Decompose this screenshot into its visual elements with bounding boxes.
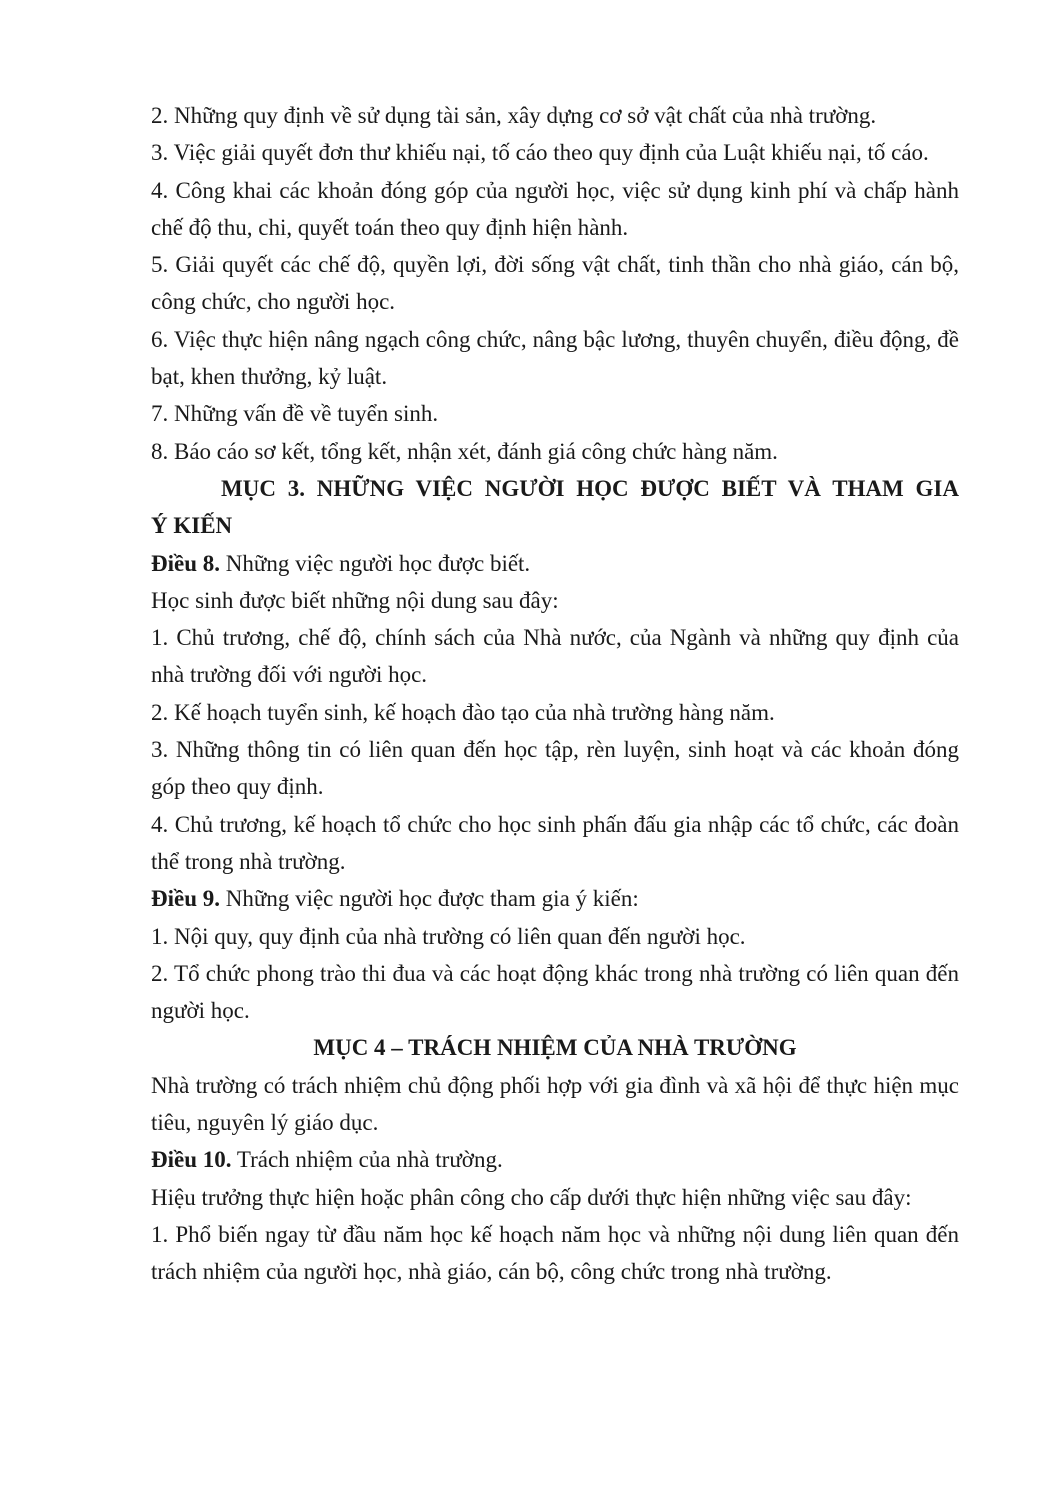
article-heading-dieu-8 (151, 545, 959, 582)
list-item: 1. Chủ trương, chế độ, chính sách của Nhà nước, của Ngành và những quy định của nhà trường đối với người học. (151, 625, 959, 688)
list-item: 2. Tổ chức phong trào thi đua và các hoạt động khác trong nhà trường có liên quan đến người học. (151, 960, 959, 1024)
list-item: 3. Những thông tin có liên quan đến học tập, rèn luyện, sinh hoạt và các khoản đóng góp theo quy định. (151, 737, 959, 800)
section-heading-muc-3-continued: Ý KIẾN (151, 513, 233, 539)
article-label: Điều 8. (151, 550, 220, 576)
list-item: 1. Nội quy, quy định của nhà trường có liên quan đến người học. (151, 923, 746, 949)
article-title: Những việc người học được biết. (220, 550, 531, 576)
article-label: Điều 10. (151, 1147, 232, 1173)
paragraph: Hiệu trưởng thực hiện hoặc phân công cho cấp dưới thực hiện những việc sau đây: (151, 1184, 912, 1210)
list-item: 2. Kế hoạch tuyển sinh, kế hoạch đào tạo của nhà trường hàng năm. (151, 699, 775, 725)
section-heading-muc-4: MỤC 4 – TRÁCH NHIỆM CỦA NHÀ TRƯỜNG (313, 1035, 797, 1061)
article-title: Những việc người học được tham gia ý kiến: (220, 886, 639, 912)
article-title: Trách nhiệm của nhà trường. (231, 1147, 503, 1173)
list-item: 1. Phổ biến ngay từ đầu năm học kế hoạch năm học và những nội dung liên quan đến trách nhiệm của người học, nhà giáo, cán bộ, công chức trong nhà trường. (151, 1221, 959, 1285)
article-label: Điều 9. (151, 886, 220, 912)
paragraph: Học sinh được biết những nội dung sau đây: (151, 587, 559, 613)
paragraph: 2. Những quy định về sử dụng tài sản, xây dựng cơ sở vật chất của nhà trường. (151, 103, 877, 128)
paragraph: 4. Công khai các khoản đóng góp của người học, việc sử dụng kinh phí và chấp hành chế độ thu, chi, quyết toán theo quy định hiện hành. (151, 177, 959, 240)
paragraph: 8. Báo cáo sơ kết, tổng kết, nhận xét, đánh giá công chức hàng năm. (151, 438, 778, 464)
article-heading-dieu-10 (151, 1141, 959, 1178)
paragraph: 3. Việc giải quyết đơn thư khiếu nại, tố cáo theo quy định của Luật khiếu nại, tố cáo. (151, 140, 929, 166)
document-page (151, 97, 959, 1291)
paragraph: 7. Những vấn đề về tuyển sinh. (151, 401, 439, 427)
paragraph: 5. Giải quyết các chế độ, quyền lợi, đời sống vật chất, tinh thần cho nhà giáo, cán bộ, công chức, cho người học. (151, 252, 959, 315)
section-heading-muc-3: MỤC 3. NHỮNG VIỆC NGƯỜI HỌC ĐƯỢC BIẾT VÀ THAM GIA (221, 475, 959, 501)
paragraph: Nhà trường có trách nhiệm chủ động phối hợp với gia đình và xã hội để thực hiện mục tiêu, nguyên lý giáo dục. (151, 1072, 959, 1136)
article-heading-dieu-9 (151, 880, 959, 917)
paragraph: 6. Việc thực hiện nâng ngạch công chức, nâng bậc lương, thuyên chuyển, điều động, đề bạt, khen thưởng, kỷ luật. (151, 326, 959, 390)
list-item: 4. Chủ trương, kế hoạch tổ chức cho học sinh phấn đấu gia nhập các tổ chức, các đoàn thể trong nhà trường. (151, 811, 959, 874)
